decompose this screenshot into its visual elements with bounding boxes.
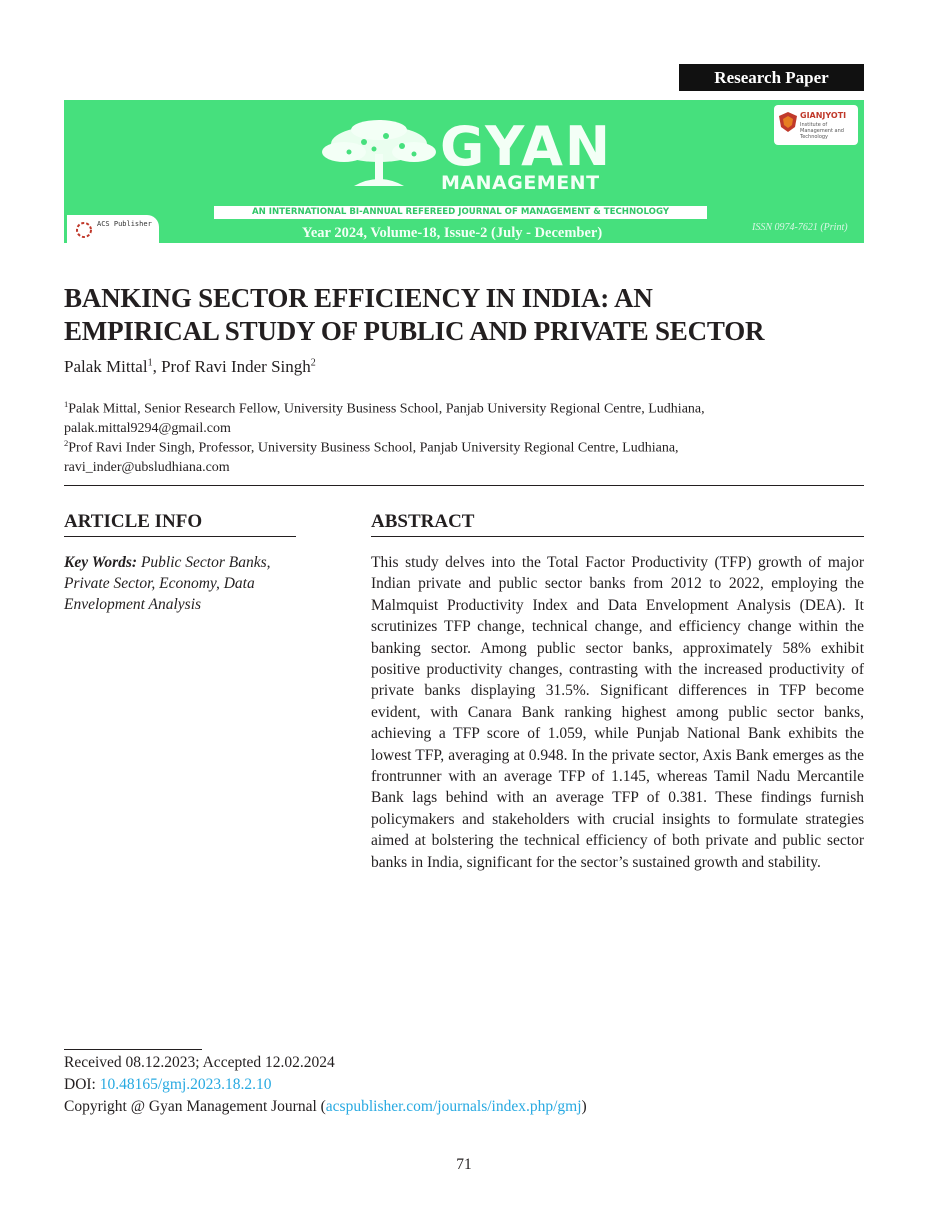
affiliation-1-sup: 1 bbox=[64, 399, 69, 409]
author-1: Palak Mittal bbox=[64, 357, 148, 376]
author-separator: , bbox=[152, 357, 162, 376]
issn-label: ISSN 0974-7621 (Print) bbox=[752, 222, 848, 233]
research-paper-badge: Research Paper bbox=[679, 64, 864, 91]
affiliation-1 bbox=[64, 395, 864, 438]
page-number: 71 bbox=[456, 1156, 472, 1173]
acs-logo-text: ACS Publisher bbox=[97, 220, 152, 228]
doi-label: DOI: bbox=[64, 1076, 100, 1093]
author-2-sup: 2 bbox=[310, 357, 316, 369]
copyright-prefix: Copyright @ Gyan Management Journal ( bbox=[64, 1098, 326, 1115]
journal-subtitle: MANAGEMENT bbox=[441, 172, 600, 194]
affiliation-2 bbox=[64, 434, 864, 477]
authors bbox=[64, 357, 316, 377]
doi-line bbox=[64, 1076, 272, 1094]
journal-title: GYAN bbox=[440, 115, 613, 178]
paper-title-line-2: EMPIRICAL STUDY OF PUBLIC AND PRIVATE SECTOR bbox=[64, 316, 765, 346]
article-info-heading: ARTICLE INFO bbox=[64, 510, 296, 537]
keywords bbox=[64, 552, 300, 615]
author-2: Prof Ravi Inder Singh bbox=[161, 357, 311, 376]
abstract-text: This study delves into the Total Factor Productivity (TFP) growth of major Indian private and public sector banks from 2012 to 2022, employing the Malmquist Productivity Index and Data Envelopment Analysis (DEA). It scrutinizes TFP change, technical change, and efficiency change within the banking sector. Among public sector banks, approximately 58% exhibit positive productivity changes, contrasting with the increased productivity of private banks displaying 31.5%. Significant differences in TFP become evident, with Canara Bank ranking highest among public sector banks, achieving a TFP score of 1.059, while Punjab National Bank exhibits the lowest TFP, averaging at 0.948. In the private sector, Axis Bank emerges as the frontrunner with an average TFP of 1.145, whereas Tamil Nadu Mercantile Bank lags behind with an average TFP of 0.381. These findings furnish policymakers and stakeholders with crucial insights to formulate strategies aimed at bolstering the technical efficiency of both private and public sector banks in India, significant for the sector’s sustained growth and stability. bbox=[371, 554, 864, 871]
gianjyoti-name: GIANJYOTI bbox=[800, 111, 847, 120]
paper-title bbox=[64, 282, 864, 348]
shield-icon bbox=[778, 111, 798, 133]
paper-title-line-1: BANKING SECTOR EFFICIENCY IN INDIA: AN bbox=[64, 283, 653, 313]
doi-link[interactable]: 10.48165/gmj.2023.18.2.10 bbox=[99, 1076, 272, 1093]
acs-publisher-logo bbox=[67, 215, 159, 243]
affiliation-2-email: ravi_inder@ubsludhiana.com bbox=[64, 459, 230, 475]
affiliation-2-text: Prof Ravi Inder Singh, Professor, University Business School, Panjab University Regional Centre, Ludhiana, bbox=[68, 440, 679, 456]
tree-logo-icon bbox=[314, 114, 444, 194]
affiliation-1-email: palak.mittal9294@gmail.com bbox=[64, 420, 231, 436]
acs-logo-icon bbox=[75, 221, 93, 239]
header-divider bbox=[64, 485, 864, 486]
volume-line: Year 2024, Volume-18, Issue-2 (July - December) bbox=[302, 225, 603, 241]
keywords-label: Key Words: bbox=[64, 554, 138, 571]
journal-link[interactable]: acspublisher.com/journals/index.php/gmj bbox=[325, 1098, 582, 1115]
affiliation-1-text: Palak Mittal, Senior Research Fellow, University Business School, Panjab University Regional Centre, Ludhiana, bbox=[68, 401, 705, 417]
author-1-sup: 1 bbox=[147, 357, 153, 369]
footnote-divider bbox=[64, 1049, 202, 1050]
journal-banner bbox=[64, 100, 864, 243]
copyright-suffix: ) bbox=[581, 1098, 587, 1115]
journal-tagline: AN INTERNATIONAL BI-ANNUAL REFEREED JOURNAL OF MANAGEMENT & TECHNOLOGY bbox=[214, 206, 707, 219]
gianjyoti-logo bbox=[774, 105, 858, 145]
copyright-line bbox=[64, 1098, 587, 1116]
affiliation-2-sup: 2 bbox=[64, 438, 69, 448]
keywords-text: Public Sector Banks, Private Sector, Economy, Data Envelopment Analysis bbox=[64, 554, 271, 613]
gianjyoti-sub: Institute of Management and Technology bbox=[800, 122, 844, 140]
abstract-heading: ABSTRACT bbox=[371, 510, 864, 537]
received-dates: Received 08.12.2023; Accepted 12.02.2024 bbox=[64, 1054, 335, 1071]
